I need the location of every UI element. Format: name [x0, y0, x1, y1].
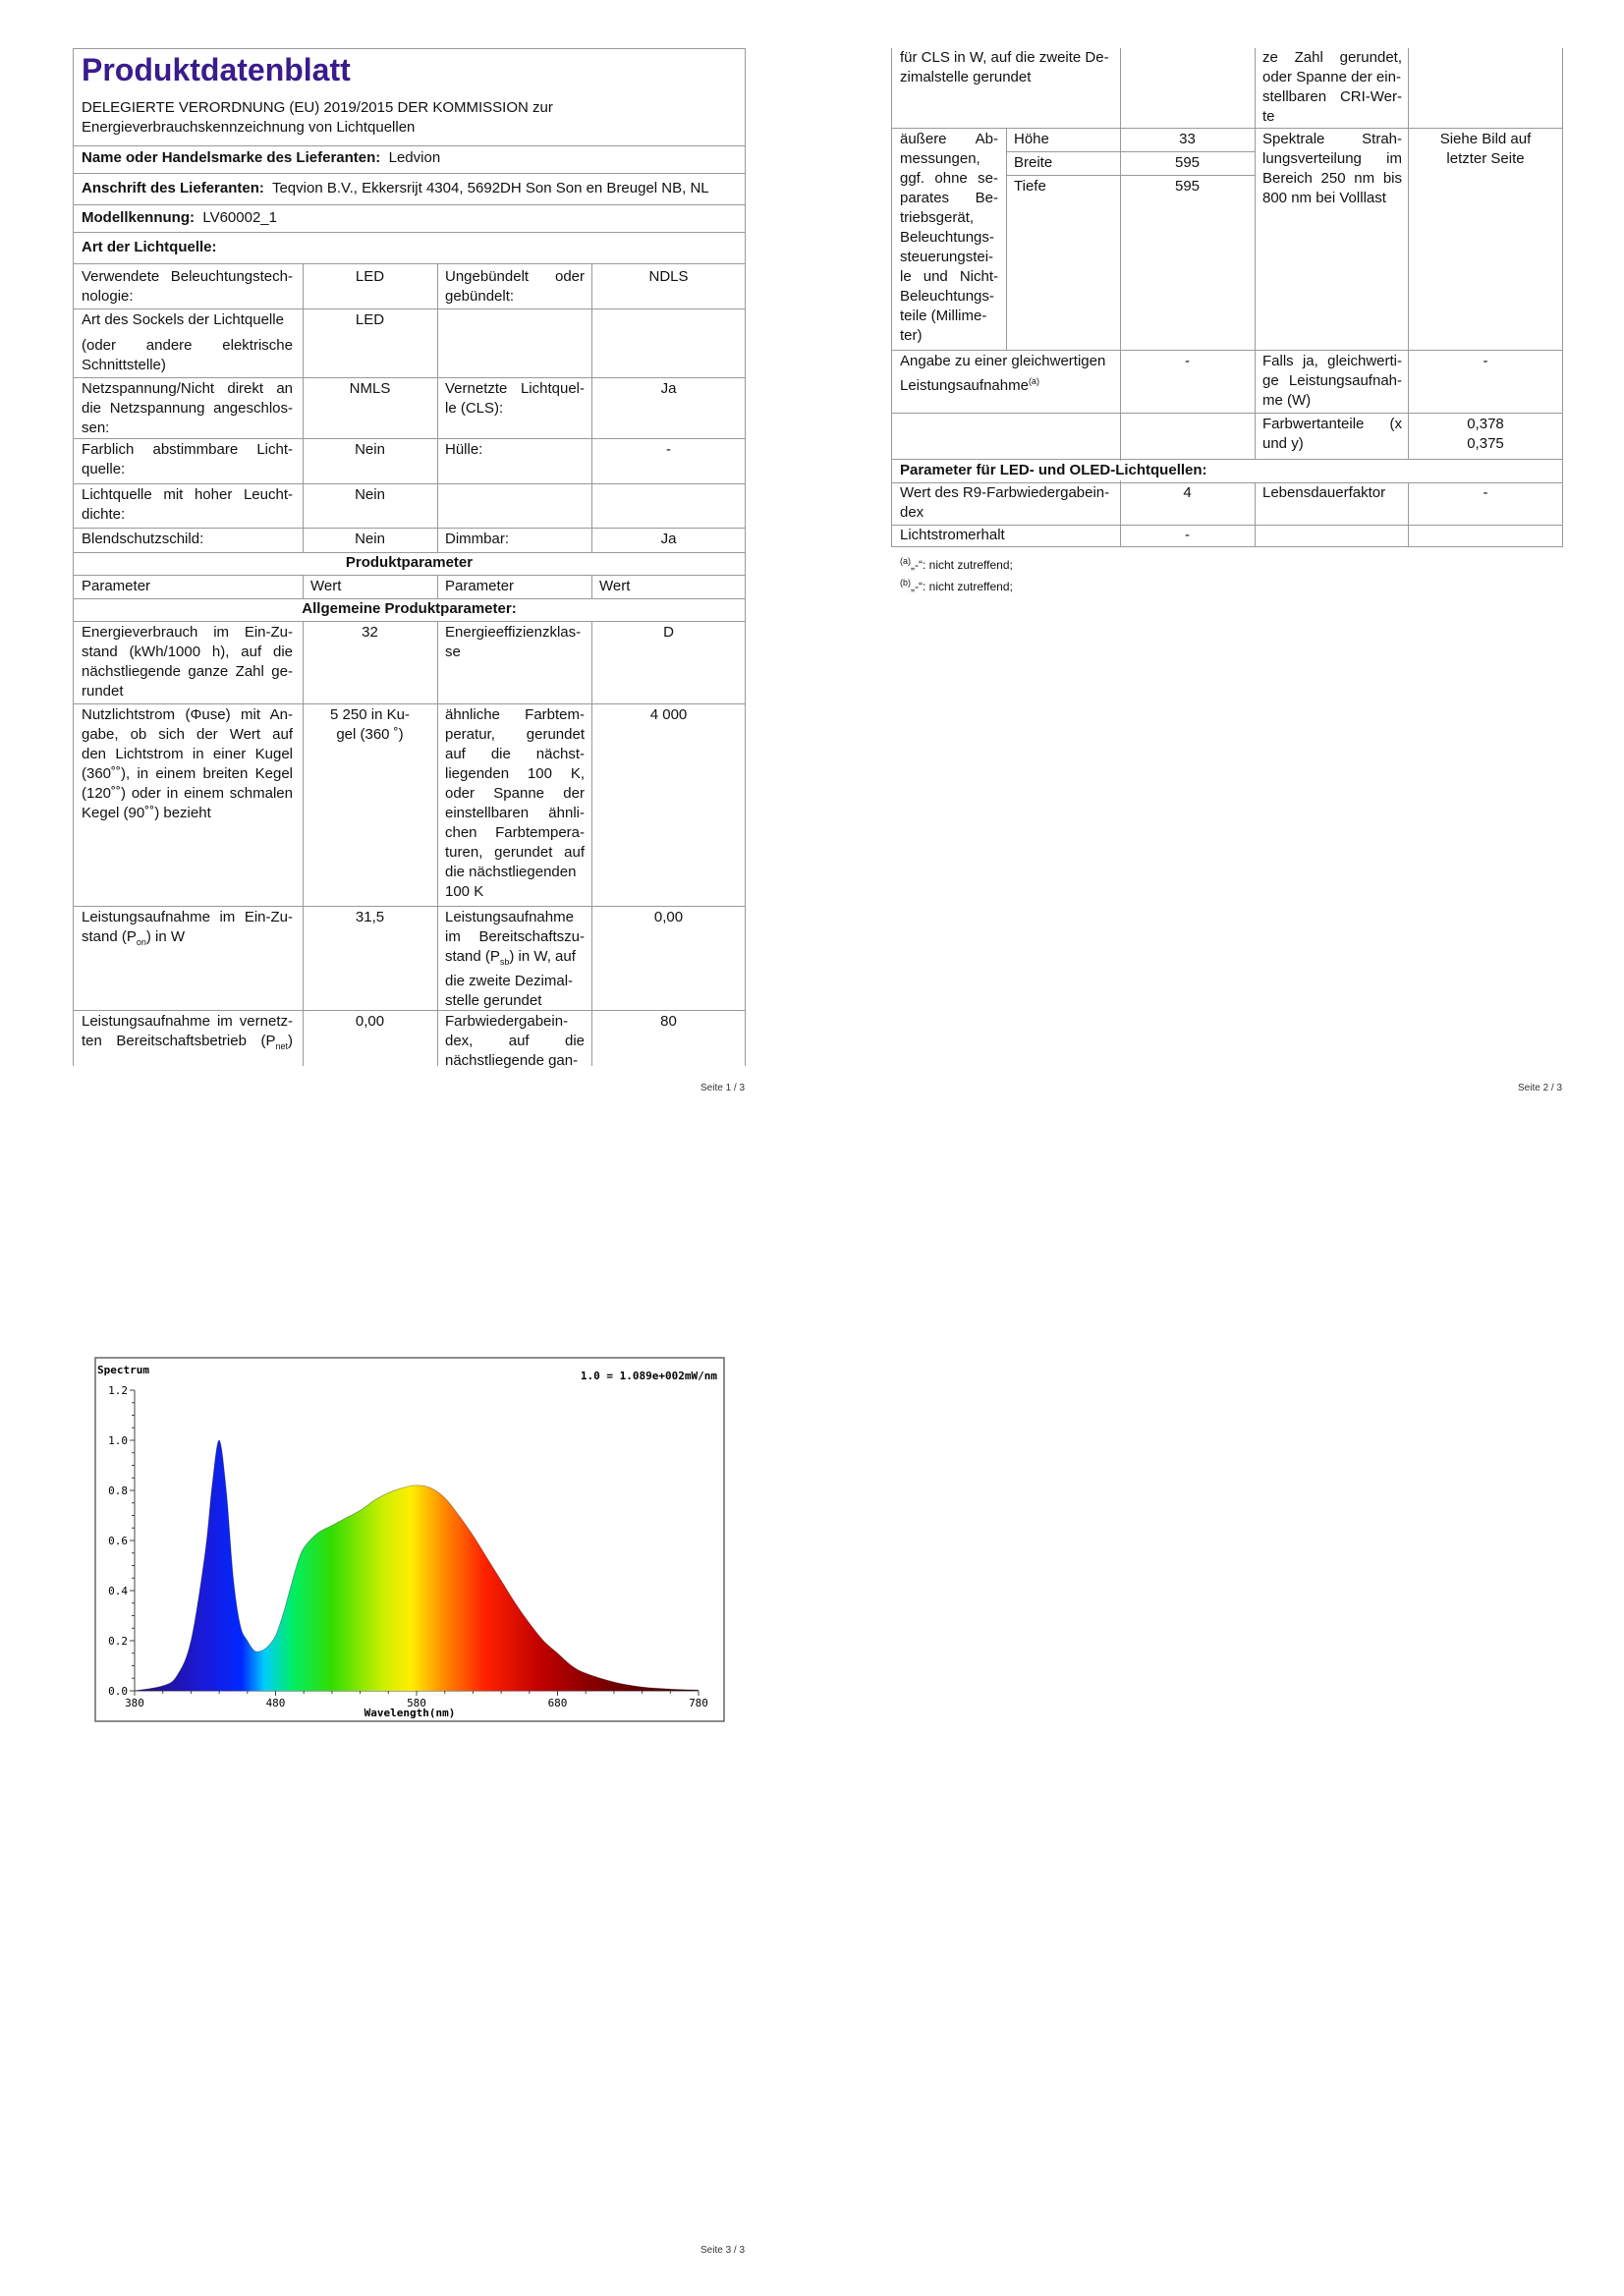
anti-glare-label: Blendschutzschild:	[82, 531, 204, 547]
tunable-label: Farblich abstimmbare Licht- quelle:	[82, 441, 293, 477]
cap-type-label: Art des Sockels der Lichtquelle (oder andere elektrische Schnittstelle)	[82, 311, 293, 373]
useful-luminous-flux-value: 5 250 in Ku- gel (360 ˚)	[330, 706, 410, 743]
supplier-label: Name oder Handelsmarke des Lieferanten:	[82, 149, 381, 166]
tunable-value: Nein	[355, 441, 385, 458]
on-mode-power-label: Leistungsaufnahme im Ein-Zu- stand $(P_{on})$ in W	[82, 909, 293, 947]
y-tick-label: 0.0	[108, 1685, 128, 1698]
x-tick-label: 780	[689, 1697, 708, 1709]
footnote-a: $^{(a)}$„-“: nicht zutreffend;	[900, 556, 1013, 572]
led-oled-parameters-heading: Parameter für LED- und OLED-Lichtquellen:	[900, 461, 1558, 480]
lumen-maintenance-label: Lichtstromerhalt	[900, 527, 1005, 543]
cri-label-cont: ze Zahl gerundet, oder Spanne der ein- stellbaren CRI-Wer- te	[1262, 49, 1402, 125]
y-tick-label: 1.0	[108, 1434, 128, 1447]
standby-power-value: 0,00	[653, 909, 684, 925]
height-value: 33	[1179, 131, 1196, 147]
dimmable-value: Ja	[660, 531, 677, 547]
y-tick-label: 1.2	[108, 1384, 128, 1397]
y-tick-label: 0.4	[108, 1585, 128, 1597]
product-parameters-heading: Produktparameter	[345, 554, 474, 571]
light-source-type-heading: Art der Lichtquelle:	[82, 239, 217, 255]
page-number-1: Seite 1 / 3	[700, 1083, 746, 1093]
mains-label: Netzspannung/Nicht direkt an die Netzspannung angeschlos- sen:	[82, 380, 293, 436]
x-axis-label: Wavelength(nm)	[364, 1707, 456, 1719]
cls-value: Ja	[660, 380, 677, 397]
address-label: Anschrift des Lieferanten:	[82, 180, 264, 196]
model-value: LV60002_1	[202, 209, 277, 226]
energy-consumption-label: Energieverbrauch im Ein-Zu- stand (kWh/1000 h), auf die nächstliegende ganze Zahl ge- rundet	[82, 624, 293, 700]
general-parameters-heading: Allgemeine Produktparameter:	[302, 600, 517, 617]
directional-value: NDLS	[648, 268, 689, 285]
x-tick-label: 380	[125, 1697, 144, 1709]
equivalent-power-if-yes-label: Falls ja, gleichwerti- ge Leistungsaufnah- me (W)	[1262, 353, 1402, 409]
supplier-value: Ledvion	[388, 149, 441, 166]
supplier-address-row	[82, 179, 709, 198]
y-tick-label: 0.6	[108, 1535, 128, 1547]
energy-class-label: Energieeffizienzklas- se	[445, 624, 582, 660]
equivalent-power-value: -	[1185, 353, 1190, 369]
cri-label: Farbwiedergabein- dex, auf die nächstliegende gan-	[445, 1013, 585, 1069]
directional-label: Ungebündelt oder gebündelt:	[445, 268, 585, 305]
cri-value: 80	[660, 1013, 677, 1030]
cls-label: Vernetzte Lichtquel- le (CLS):	[445, 380, 585, 417]
y-tick-label: 0.2	[108, 1635, 128, 1648]
col-header-value-2: Wert	[599, 578, 631, 594]
regulation-line-1: DELEGIERTE VERORDNUNG (EU) 2019/2015 DER KOMMISSION zur	[82, 99, 553, 116]
r9-label: Wert des R9-Farbwiedergabein- dex	[900, 484, 1110, 521]
height-label: Höhe	[1014, 131, 1049, 147]
energy-class-value: D	[663, 624, 674, 641]
width-label: Breite	[1014, 154, 1053, 171]
spectrum-chart	[94, 1357, 725, 1722]
on-mode-power-value: 31,5	[355, 909, 385, 925]
networked-standby-value: 0,00	[355, 1013, 385, 1030]
col-header-parameter-1: Parameter	[82, 578, 151, 594]
depth-label: Tiefe	[1014, 178, 1046, 195]
page-title: Produktdatenblatt	[82, 52, 351, 87]
standby-power-label: Leistungsaufnahme im Bereitschaftszu- stand $(P_{sb})$ in W, auf die zweite Dezimal- stelle gerundet	[445, 909, 585, 1009]
page-number-2: Seite 2 / 3	[1518, 1083, 1563, 1093]
useful-luminous-flux-label: Nutzlichtstrom (Φuse) mit An- gabe, ob sich der Wert auf den Lichtstrom in einer Kugel (360˚˚), in einem breiten Kegel (120˚˚) oder in einem schmalen Kegel (90˚˚) bezieht	[82, 706, 293, 821]
cct-value: 4 000	[649, 706, 688, 723]
supplier-name-row	[82, 148, 440, 168]
depth-value: 595	[1174, 178, 1201, 195]
regulation-line-2: Energieverbrauchskennzeichnung von Lichtquellen	[82, 119, 416, 136]
survival-factor-value: -	[1483, 484, 1488, 501]
model-label: Modellkennung:	[82, 209, 195, 226]
x-tick-label: 580	[407, 1697, 426, 1709]
envelope-label: Hülle:	[445, 441, 483, 458]
footnote-b: $^{(b)}$„-“: nicht zutreffend;	[900, 578, 1013, 593]
lighting-technology-value: LED	[355, 268, 385, 285]
spectral-distribution-label: Spektrale Strah- lungsverteilung im Bereich 250 nm bis 800 nm bei Volllast	[1262, 131, 1402, 206]
envelope-value: -	[666, 441, 671, 458]
mains-value: NMLS	[349, 380, 391, 397]
energy-consumption-value: 32	[362, 624, 378, 641]
high-luminance-label: Lichtquelle mit hoher Leucht- dichte:	[82, 486, 293, 523]
equivalent-power-label: Angabe zu einer gleichwertigen Leistungsaufnahme$^{(a)}$	[900, 353, 1106, 394]
page-number-3: Seite 3 / 3	[700, 2245, 746, 2256]
lighting-technology-label: Verwendete Beleuchtungstech- nologie:	[82, 268, 293, 305]
r9-value: 4	[1183, 484, 1192, 501]
cls-standby-power-label-cont: für CLS in W, auf die zweite De- zimalstelle gerundet	[900, 49, 1109, 85]
chromaticity-value: 0,378 0,375	[1467, 416, 1504, 452]
survival-factor-label: Lebensdauerfaktor	[1262, 484, 1386, 501]
networked-standby-label: Leistungsaufnahme im vernetz- ten Bereitschaftsbetrieb $(P_{net})$	[82, 1013, 293, 1051]
dimmable-label: Dimmbar:	[445, 531, 510, 547]
width-value: 595	[1174, 154, 1201, 171]
x-tick-label: 480	[265, 1697, 286, 1709]
chart-title: Spectrum	[97, 1364, 149, 1376]
address-value: Teqvion B.V., Ekkersrijt 4304, 5692DH Son Son en Breugel NB, NL	[271, 180, 709, 196]
chart-scale-annotation: 1.0 = 1.089e+002mW/nm	[580, 1370, 717, 1382]
x-tick-label: 680	[547, 1697, 568, 1709]
chromaticity-label: Farbwertanteile (x und y)	[1262, 416, 1402, 452]
cct-label: ähnliche Farbtem- peratur, gerundet auf die nächst- liegenden 100 K, oder Spanne der einstellbaren ähnli- chen Farbtempera- turen, gerundet auf die nächstliegenden 100 K	[445, 706, 585, 900]
col-header-parameter-2: Parameter	[445, 578, 515, 594]
high-luminance-value: Nein	[355, 486, 385, 503]
cap-type-value: LED	[355, 311, 385, 328]
spectral-distribution-value: Siehe Bild auf letzter Seite	[1439, 131, 1532, 167]
model-row	[82, 208, 277, 228]
anti-glare-value: Nein	[355, 531, 385, 547]
dimensions-label: äußere Ab- messungen, ggf. ohne se- parates Be- triebsgerät, Beleuchtungs- steuerungstei- le und Nicht- Beleuchtungs- teile (Millime- ter)	[900, 131, 998, 344]
col-header-value-1: Wert	[310, 578, 342, 594]
lumen-maintenance-value: -	[1185, 527, 1190, 543]
equivalent-power-if-yes-value: -	[1483, 353, 1488, 369]
y-tick-label: 0.8	[108, 1484, 128, 1497]
